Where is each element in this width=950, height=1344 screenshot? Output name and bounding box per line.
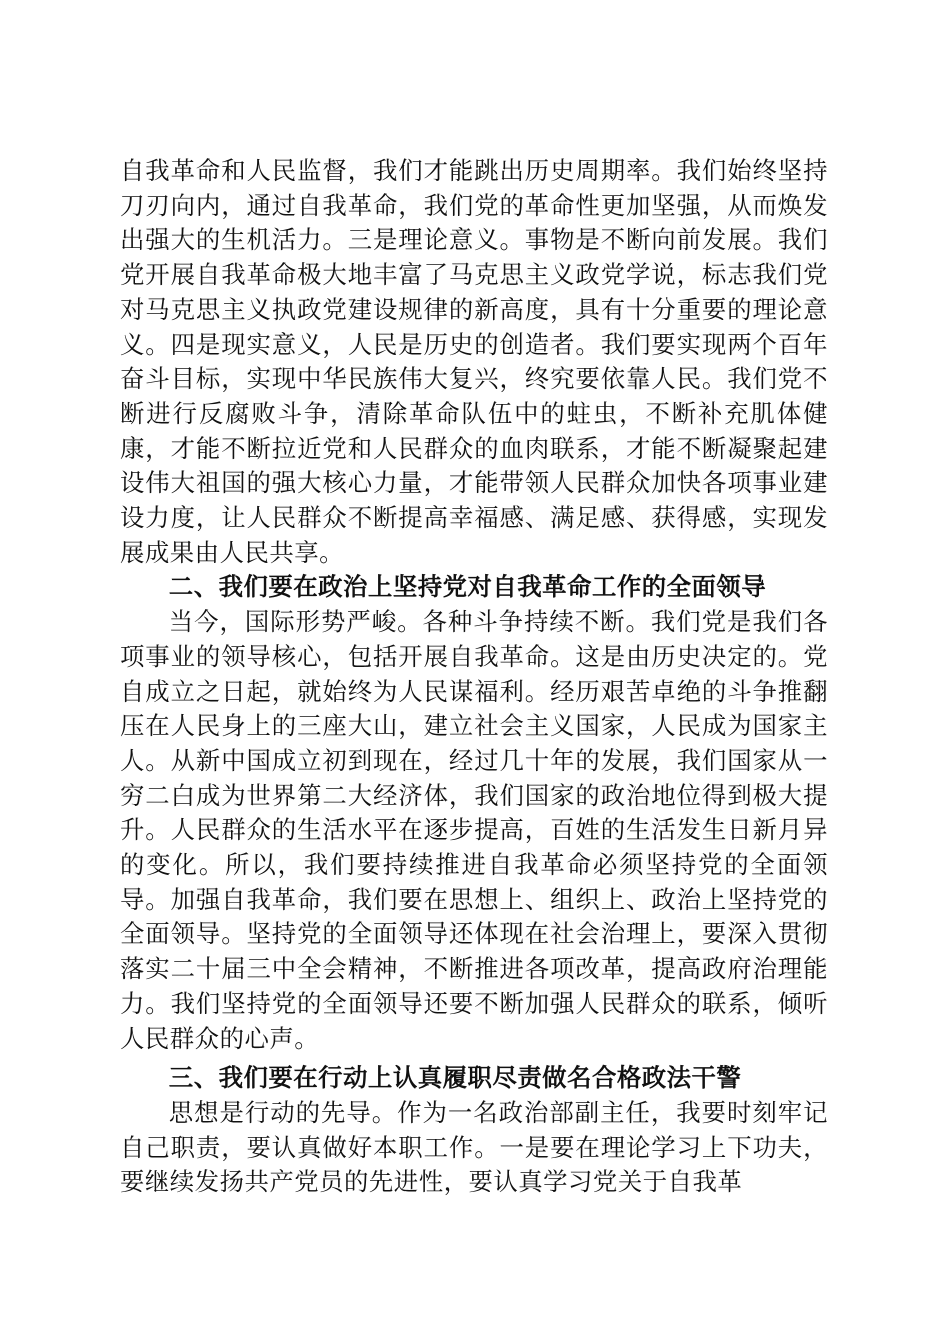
paragraph-action: 思想是行动的先导。作为一名政治部副主任，我要时刻牢记自己职责，要认真做好本职工作。一是要在理论学习上下功夫，要继续发扬共产党员的先进性，要认真学习党关于自我革: [120, 1097, 828, 1197]
paragraph-significance: 自我革命和人民监督，我们才能跳出历史周期率。我们始终坚持刀刃向内，通过自我革命，我们党的革命性更加坚强，从而焕发出强大的生机活力。三是理论意义。事物是不断向前发展。我们党开展自我革命极大地丰富了马克思主义政党学说，标志我们党对马克思主义执政党建设规律的新高度，具有十分重要的理论意义。四是现实意义，人民是历史的创造者。我们要实现两个百年奋斗目标，实现中华民族伟大复兴，终究要依靠人民。我们党不断进行反腐败斗争，清除革命队伍中的蛀虫，不断补充肌体健康，才能不断拉近党和人民群众的血肉联系，才能不断凝聚起建设伟大祖国的强大核心力量，才能带领人民群众加快各项事业建设力度，让人民群众不断提高幸福感、满足感、获得感，实现发展成果由人民共享。: [120, 156, 828, 567]
document-body: [120, 154, 828, 1200]
section-heading-two: 二、我们要在政治上坚持党对自我革命工作的全面领导: [168, 572, 767, 602]
section-heading-three: 三、我们要在行动上认真履职尽责做名合格政法干警: [168, 1063, 742, 1093]
paragraph-leadership: 当今，国际形势严峻。各种斗争持续不断。我们党是我们各项事业的领导核心，包括开展自我革命。这是由历史决定的。党自成立之日起，就始终为人民谋福利。经历艰苦卓绝的斗争推翻压在人民身上的三座大山，建立社会主义国家，人民成为国家主人。从新中国成立初到现在，经过几十年的发展，我们国家从一穷二白成为世界第二大经济体，我们国家的政治地位得到极大提升。人民群众的生活水平在逐步提高，百姓的生活发生日新月异的变化。所以，我们要持续推进自我革命必须坚持党的全面领导。加强自我革命，我们要在思想上、组织上、政治上坚持党的全面领导。坚持党的全面领导还体现在社会治理上，要深入贯彻落实二十届三中全会精神，不断推进各项改革，提高政府治理能力。我们坚持党的全面领导还要不断加强人民群众的联系，倾听人民群众的心声。: [120, 607, 828, 1053]
